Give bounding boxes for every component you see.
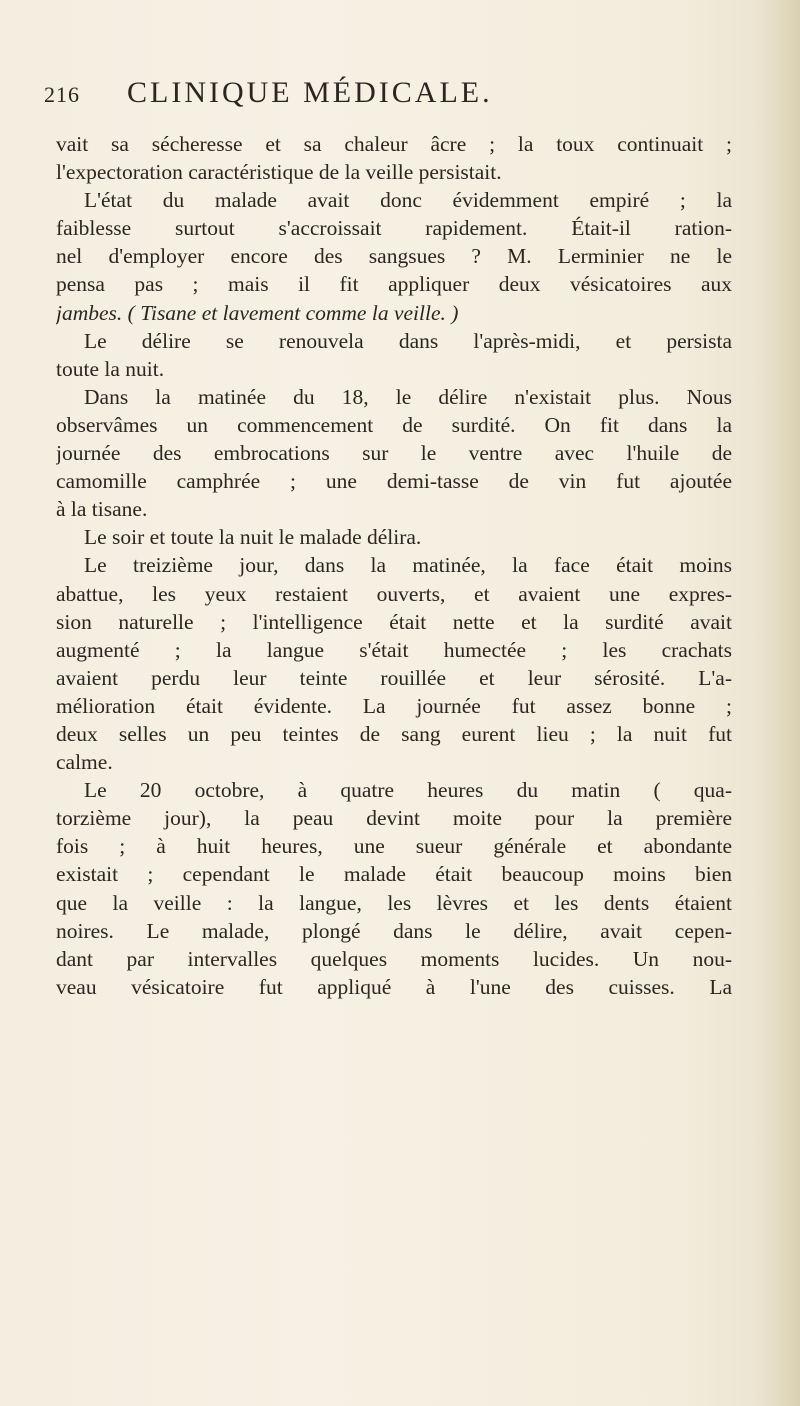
text-line: Le délire se renouvela dans l'après-midi, et persista [84,328,732,353]
text-line: que la veille : la langue, les lèvres et les dents étaient [56,890,732,915]
text-line: existait ; cependant le malade était beaucoup moins bien [56,862,732,887]
text-line: à la tisane. [56,497,148,522]
page-number: 216 [44,82,80,107]
text-line: camomille camphrée ; une demi-tasse de vin fut ajoutée [56,469,732,494]
text-line: Le treizième jour, dans la matinée, la face était moins [84,553,732,578]
text-line: Dans la matinée du 18, le délire n'existait plus. Nous [84,384,732,409]
text-line: journée des embrocations sur le ventre avec l'huile de [56,441,732,466]
text-line: augmenté ; la langue s'était humectée ; les crachats [56,637,732,662]
text-line: fois ; à huit heures, une sueur générale et abondante [56,834,732,859]
page-header [44,76,724,116]
text-line: deux selles un peu teintes de sang eurent lieu ; la nuit fut [56,721,732,746]
text-line: vait sa sécheresse et sa chaleur âcre ; la toux continuait ; [56,132,732,156]
text-line: noires. Le malade, plongé dans le délire, avait cepen- [56,918,732,943]
text-line: nel d'employer encore des sangsues ? M. Lerminier ne le [56,244,732,269]
text-line: dant par intervalles quelques moments lucides. Un nou- [56,946,732,971]
text-line: l'expectoration caractéristique de la veille persistait. [56,160,502,185]
running-head: CLINIQUE MÉDICALE. [127,76,493,109]
text-line: pensa pas ; mais il fit appliquer deux vésicatoires aux [56,272,732,297]
text-line: observâmes un commencement de surdité. On fit dans la [56,412,732,437]
body-text [56,130,732,1001]
text-line: veau vésicatoire fut appliqué à l'une des cuisses. La [56,974,732,999]
text-line: avaient perdu leur teinte rouillée et leur sérosité. L'a- [56,665,732,690]
text-line: jambes. ( Tisane et lavement comme la veille. ) [56,300,459,325]
text-line: torzième jour), la peau devint moite pour la première [56,806,732,831]
text-line: L'état du malade avait donc évidemment empiré ; la [84,188,732,213]
text-line: sion naturelle ; l'intelligence était nette et la surdité avait [56,609,732,634]
text-line: Le 20 octobre, à quatre heures du matin ( qua- [84,778,732,803]
text-line: toute la nuit. [56,356,165,381]
text-line: abattue, les yeux restaient ouverts, et avaient une expres- [56,581,732,606]
page-edge-shadow [754,0,800,1406]
text-line: faiblesse surtout s'accroissait rapidement. Était-il ration- [56,216,732,241]
text-line: Le soir et toute la nuit le malade délira. [84,525,422,550]
text-line: mélioration était évidente. La journée fut assez bonne ; [56,693,732,718]
text-line: calme. [56,750,113,775]
